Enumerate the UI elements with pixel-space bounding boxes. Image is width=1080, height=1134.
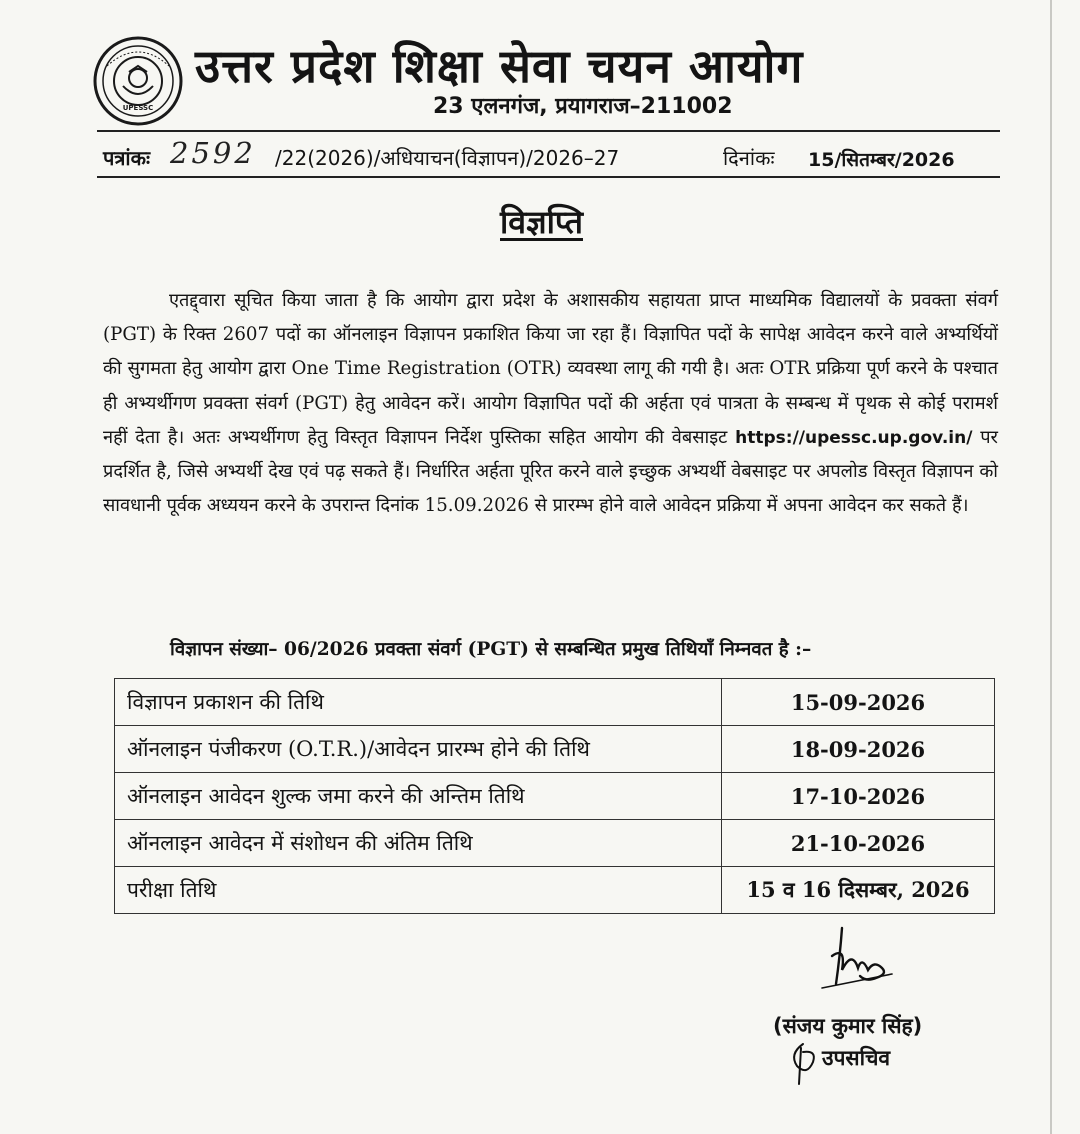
initials-icon <box>783 1040 823 1086</box>
important-dates-table <box>114 678 995 914</box>
date-event-label: ऑनलाइन पंजीकरण (O.T.R.)/आवेदन प्रारम्भ होने की तिथि <box>115 726 722 773</box>
signatory-name: (संजय कुमार सिंह) <box>773 1014 923 1038</box>
signatory-designation: उपसचिव <box>822 1046 891 1070</box>
table-row <box>115 820 995 867</box>
header-divider <box>97 130 1000 132</box>
date-label: दिनांकः <box>723 146 775 170</box>
date-event-value: 21-10-2026 <box>722 820 995 867</box>
reference-code: /22(2026)/अधियाचन(विज्ञापन)/2026–27 <box>275 146 620 170</box>
date-event-label: परीक्षा तिथि <box>115 867 722 914</box>
reference-line <box>103 136 1003 176</box>
notice-body-text-2: पर प्रदर्शित है, जिसे अभ्यर्थी देख एवं पढ़ सकते हैं। निर्धारित अर्हता पूरित करने वाले इच्छुक अभ्यर्थी वेबसाइट पर अपलोड विस्तृत विज्ञापन को सावधानी पूर्वक अध्ययन करने के उपरान्त दिनांक 15.09.2026 से प्रारम्भ होने वाले आवेदन प्रक्रिया में अपना आवेदन कर सकते हैं। <box>103 426 998 517</box>
svg-text:UPESSC: UPESSC <box>122 104 154 112</box>
reference-divider <box>97 176 1000 178</box>
upessc-emblem-icon <box>93 36 183 126</box>
notice-body <box>103 284 998 523</box>
page-edge <box>1050 0 1052 1134</box>
date-event-label: विज्ञापन प्रकाशन की तिथि <box>115 679 722 726</box>
date-event-label: ऑनलाइन आवेदन शुल्क जमा करने की अन्तिम तिथि <box>115 773 722 820</box>
organization-name: उत्तर प्रदेश शिक्षा सेवा चयन आयोग <box>195 39 804 93</box>
notice-title: विज्ञप्ति <box>500 203 583 241</box>
table-row <box>115 867 995 914</box>
table-row <box>115 773 995 820</box>
signature-icon <box>812 926 902 1006</box>
date-value: 15/सितम्बर/2026 <box>808 149 955 171</box>
table-row <box>115 679 995 726</box>
date-event-value: 15 व 16 दिसम्बर, 2026 <box>722 867 995 914</box>
reference-label: पत्रांकः <box>103 146 150 170</box>
website-url: https://upessc.up.gov.in/ <box>735 427 973 448</box>
reference-number-handwritten: 2592 <box>170 136 256 170</box>
date-event-value: 17-10-2026 <box>722 773 995 820</box>
date-event-value: 18-09-2026 <box>722 726 995 773</box>
notice-body-text-1: एतद्द्वारा सूचित किया जाता है कि आयोग द्वारा प्रदेश के अशासकीय सहायता प्राप्त माध्यमिक विद्यालयों के प्रवक्ता संवर्ग (PGT) के रिक्त 2607 पदों का ऑनलाइन विज्ञापन प्रकाशित किया जा रहा हैं। विज्ञापित पदों के सापेक्ष आवेदन करने वाले अभ्यर्थियों की सुगमता हेतु आयोग द्वारा One Time Registration (OTR) व्यवस्था लागू की गयी है। अतः OTR प्रक्रिया पूर्ण करने के पश्चात ही अभ्यर्थीगण प्रवक्ता संवर्ग (PGT) हेतु आवेदन करें। आयोग विज्ञापित पदों की अर्हता एवं पात्रता के सम्बन्ध में पृथक से कोई परामर्श नहीं देता है। अतः अभ्यर्थीगण हेतु विस्तृत विज्ञापन निर्देश पुस्तिका सहित आयोग की वेबसाइट <box>103 290 998 448</box>
dates-table-intro: विज्ञापन संख्या– 06/2026 प्रवक्ता संवर्ग (PGT) से सम्बन्धित प्रमुख तिथियाँ निम्नवत है :– <box>170 639 812 660</box>
table-row <box>115 726 995 773</box>
date-event-value: 15-09-2026 <box>722 679 995 726</box>
organization-address: 23 एलनगंज, प्रयागराज–211002 <box>433 94 733 119</box>
date-event-label: ऑनलाइन आवेदन में संशोधन की अंतिम तिथि <box>115 820 722 867</box>
